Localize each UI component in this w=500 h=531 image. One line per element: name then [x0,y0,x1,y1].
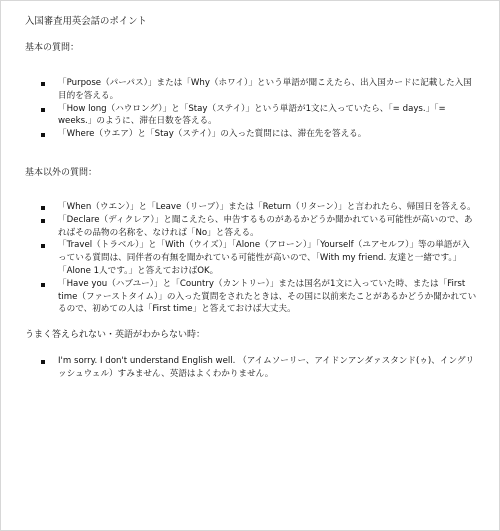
cannot-answer-list [25,355,477,381]
list-item-text: I'm sorry. I don't understand English well. （アイムソーリー、アイドンアンダァスタンド(ゥ)、イングリッシュウェル）すみません、英語はよくわかりません。 [58,356,475,379]
list-item [25,77,477,103]
bullet-icon [41,108,45,112]
list-item-text: 「How long（ハウロング）」と「Stay（ステイ）」という単語が1文に入っていたら、「= days.」「= weeks.」のように、滞在日数を答える。 [58,103,446,127]
list-item-text: 「When（ウエン）」と「Leave（リーブ）」または「Return（リターン）」と言われたら、帰国日を答える。 [58,201,476,212]
list-item-text: 「Travel（トラベル）」と「With（ウイズ）」「Alone（アローン）」「Yourself（ユアセルフ）」等の単語が入っている質問は、同伴者の有無を聞かれている可能性が高いので、「With my friend. 友達と一緒です。」「Alone 1人です。」と答えておけばOK。 [58,240,470,276]
list-item [25,278,477,316]
document-content [25,15,477,381]
list-item-text: 「Declare（ディクレア）」と聞こえたら、申告するものがあるかどうか聞かれている可能性が高いので、あればその品物の名称を、なければ「No」と答える。 [58,214,473,238]
list-item [25,214,477,240]
bullet-icon [41,244,45,248]
bullet-icon [41,82,45,86]
bullet-icon [41,360,45,364]
list-item-text: 「Where（ウエア）と「Stay（ステイ）」の入った質問には、滞在先を答える。 [58,129,367,140]
list-item [25,201,477,214]
section-heading-basic-questions: 基本の質問： [25,43,80,53]
basic-questions-list [25,77,477,141]
bullet-icon [41,283,45,287]
list-item-text: 「Purpose（パーパス）」または「Why（ホワイ）」という単語が聞こえたら、出入国カードに記載した入国目的を答える。 [58,78,472,101]
section-heading-cannot-answer: うまく答えられない・英語がわからない時： [25,330,206,341]
bullet-icon [41,133,45,137]
list-item [25,128,477,141]
bullet-icon [41,219,45,223]
list-item [25,239,477,277]
bullet-icon [41,206,45,210]
section-heading-other-questions: 基本以外の質問： [25,167,98,178]
other-questions-list [25,201,477,316]
document-title: 入国審査用英会話のポイント [25,16,147,27]
list-item [25,355,477,381]
list-item-text: 「Have you（ハブユー）」と「Country（カントリー）」または国名が1文に入っていた時、または「First time（ファーストタイム）」の入った質問をされたときは、その国に以前来たことがあるかどうか聞かれているので、初めての人は「First time」と答えておけば大丈夫。 [58,278,477,315]
list-item [25,103,477,129]
